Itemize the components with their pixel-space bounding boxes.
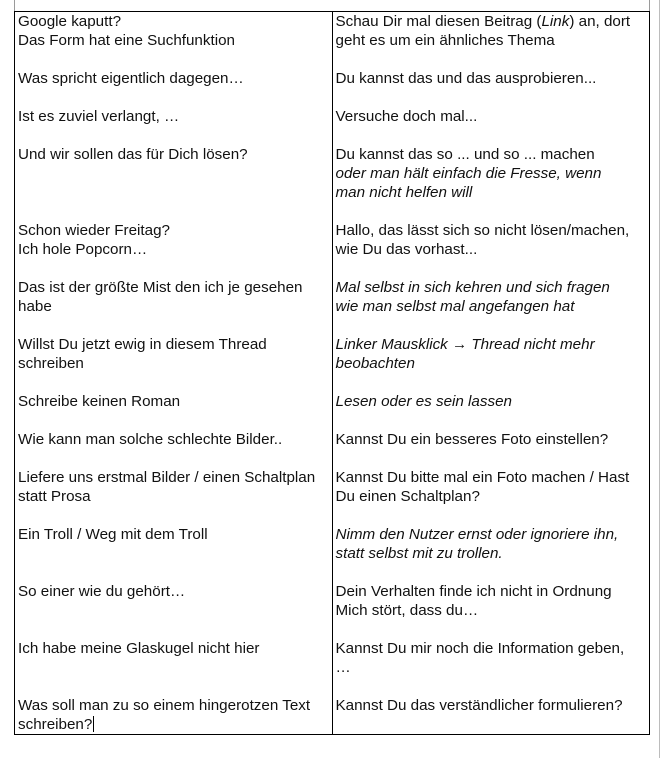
- right-cell[interactable]: [332, 582, 650, 639]
- text-cursor: [93, 716, 94, 732]
- right-cell[interactable]: [332, 145, 650, 221]
- right-text: …: [335, 659, 351, 676]
- blank-line: [18, 164, 332, 183]
- right-text: Du kannst das so ... und so ... machen: [335, 146, 595, 163]
- left-text: Ist es zuviel verlangt, …: [18, 108, 180, 125]
- blank-line: [336, 563, 650, 582]
- left-text: statt Prosa: [18, 488, 91, 505]
- left-cell[interactable]: [15, 696, 333, 735]
- left-cell[interactable]: [15, 221, 333, 278]
- blank-line: [18, 183, 332, 202]
- right-text: geht es um ein ähnliches Thema: [335, 32, 555, 49]
- blank-line: [18, 411, 332, 430]
- right-cell[interactable]: [332, 12, 650, 70]
- blank-line: [18, 88, 332, 107]
- table-row: [15, 278, 650, 335]
- left-text: Und wir sollen das für Dich lösen?: [18, 146, 248, 163]
- right-text: Hallo, das lässt sich so nicht lösen/machen,: [335, 222, 630, 239]
- blank-line: [336, 449, 650, 468]
- right-cell[interactable]: [332, 107, 650, 145]
- blank-line: [336, 620, 650, 639]
- left-cell[interactable]: [15, 430, 333, 468]
- left-text: Das ist der größte Mist den ich je gesehen: [18, 279, 303, 296]
- left-text: Liefere uns erstmal Bilder / einen Schaltplan: [18, 469, 316, 486]
- right-cell[interactable]: [332, 221, 650, 278]
- table-row: [15, 69, 650, 107]
- blank-line: [336, 202, 650, 221]
- blank-line: [18, 658, 332, 677]
- blank-line: [18, 202, 332, 221]
- right-cell[interactable]: [332, 392, 650, 430]
- left-text: schreiben?: [18, 716, 93, 733]
- blank-line: [336, 88, 650, 107]
- left-cell[interactable]: [15, 107, 333, 145]
- blank-line: [18, 126, 332, 145]
- left-cell[interactable]: [15, 69, 333, 107]
- right-italic-text: statt selbst mit zu trollen.: [335, 545, 503, 562]
- blank-line: [18, 50, 332, 69]
- right-text: Kannst Du mir noch die Information geben,: [335, 640, 625, 657]
- left-text: habe: [18, 298, 52, 315]
- right-cell[interactable]: [332, 639, 650, 696]
- right-italic-text: Mal selbst in sich kehren und sich fragen: [335, 279, 610, 296]
- table-row: [15, 639, 650, 696]
- left-text: Wie kann man solche schlechte Bilder..: [18, 431, 283, 448]
- right-italic-text: man nicht helfen will: [335, 184, 473, 201]
- left-text: Ein Troll / Weg mit dem Troll: [18, 526, 208, 543]
- left-text: schreiben: [18, 355, 84, 372]
- left-cell[interactable]: [15, 145, 333, 221]
- blank-line: [336, 50, 650, 69]
- right-text: Schau Dir mal diesen Beitrag (Link) an, dort: [335, 13, 631, 30]
- page-margin-line: [659, 0, 660, 758]
- table-row: [15, 392, 650, 430]
- left-cell[interactable]: [15, 335, 333, 392]
- table-row: [15, 221, 650, 278]
- left-text: Was soll man zu so einem hingerotzen Text: [18, 697, 311, 714]
- table-row: [15, 12, 650, 70]
- blank-line: [18, 601, 332, 620]
- right-text: Kannst Du bitte mal ein Foto machen / Hast: [335, 469, 630, 486]
- right-italic-text: Linker Mausklick → Thread nicht mehr: [335, 336, 595, 353]
- right-cell[interactable]: [332, 335, 650, 392]
- blank-line: [336, 259, 650, 278]
- left-cell[interactable]: [15, 12, 333, 70]
- right-text: Du kannst das und das ausprobieren...: [335, 70, 597, 87]
- blank-line: [18, 373, 332, 392]
- phrase-comparison-table[interactable]: [14, 11, 650, 735]
- table-left-corner-mark: [14, 0, 15, 11]
- table-row: [15, 525, 650, 582]
- left-text: Schreibe keinen Roman: [18, 393, 181, 410]
- blank-line: [336, 715, 650, 734]
- blank-line: [18, 259, 332, 278]
- blank-line: [336, 411, 650, 430]
- blank-line: [18, 677, 332, 696]
- blank-line: [336, 677, 650, 696]
- left-cell[interactable]: [15, 468, 333, 525]
- table-right-corner-mark: [649, 0, 650, 11]
- blank-line: [18, 506, 332, 525]
- right-text: Kannst Du ein besseres Foto einstellen?: [335, 431, 609, 448]
- left-cell[interactable]: [15, 639, 333, 696]
- right-italic-text: beobachten: [335, 355, 415, 372]
- left-text: Das Form hat eine Suchfunktion: [18, 32, 235, 49]
- blank-line: [18, 563, 332, 582]
- blank-line: [18, 620, 332, 639]
- left-text: Schon wieder Freitag?: [18, 222, 170, 239]
- left-cell[interactable]: [15, 392, 333, 430]
- right-cell[interactable]: [332, 278, 650, 335]
- left-text: Willst Du jetzt ewig in diesem Thread: [18, 336, 267, 353]
- blank-line: [336, 373, 650, 392]
- left-text: Google kaputt?: [18, 13, 122, 30]
- link-word: Link: [541, 13, 570, 30]
- right-italic-text: oder man hält einfach die Fresse, wenn: [335, 165, 602, 182]
- blank-line: [18, 316, 332, 335]
- left-text: Was spricht eigentlich dagegen…: [18, 70, 244, 87]
- left-text: Ich habe meine Glaskugel nicht hier: [18, 640, 260, 657]
- right-text: Dein Verhalten finde ich nicht in Ordnung: [335, 583, 612, 600]
- blank-line: [336, 316, 650, 335]
- left-cell[interactable]: [15, 582, 333, 639]
- table-row: [15, 696, 650, 735]
- right-text: wie Du das vorhast...: [335, 241, 478, 258]
- blank-line: [18, 544, 332, 563]
- table-row: [15, 335, 650, 392]
- left-cell[interactable]: [15, 278, 333, 335]
- right-cell[interactable]: [332, 69, 650, 107]
- blank-line: [18, 449, 332, 468]
- blank-line: [336, 126, 650, 145]
- left-text: Ich hole Popcorn…: [18, 241, 148, 258]
- right-italic-text: Lesen oder es sein lassen: [335, 393, 512, 410]
- left-cell[interactable]: [15, 525, 333, 582]
- right-text: Versuche doch mal...: [335, 108, 478, 125]
- blank-line: [336, 506, 650, 525]
- right-italic-text: Nimm den Nutzer ernst oder ignoriere ihn,: [335, 526, 619, 543]
- right-text: Kannst Du das verständlicher formulieren?: [335, 697, 623, 714]
- right-cell[interactable]: [332, 468, 650, 525]
- table-row: [15, 145, 650, 221]
- right-cell[interactable]: [332, 696, 650, 735]
- right-text: Du einen Schaltplan?: [335, 488, 480, 505]
- table-row: [15, 430, 650, 468]
- right-cell[interactable]: [332, 525, 650, 582]
- table-row: [15, 468, 650, 525]
- left-text: So einer wie du gehört…: [18, 583, 186, 600]
- right-cell[interactable]: [332, 430, 650, 468]
- right-italic-text: wie man selbst mal angefangen hat: [335, 298, 575, 315]
- table-row: [15, 107, 650, 145]
- table-row: [15, 582, 650, 639]
- right-text: Mich stört, dass du…: [335, 602, 479, 619]
